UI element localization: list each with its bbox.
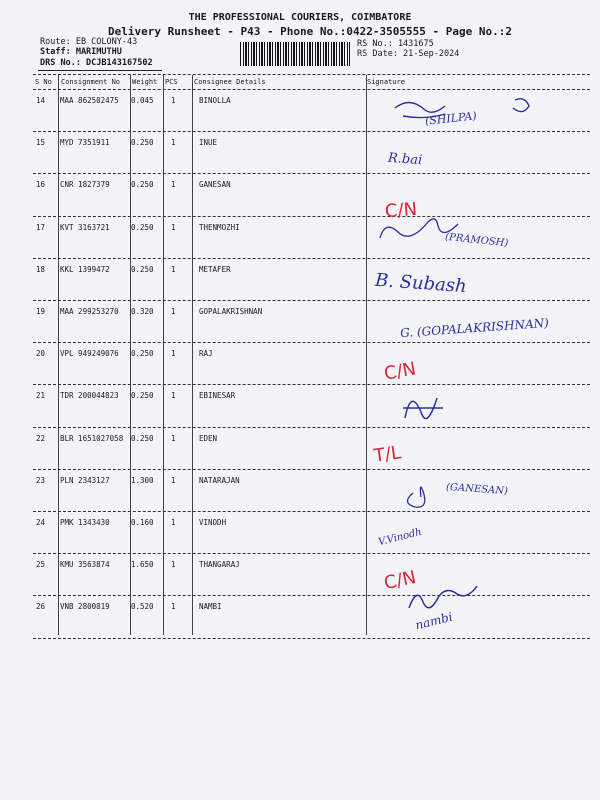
row-consignment-no: PLN 2343127 <box>60 475 110 485</box>
row-pcs: 1 <box>171 349 176 359</box>
row-consignment-no: BLR 1651027058 <box>60 433 124 443</box>
row-consignee: GANESAN <box>199 180 231 190</box>
row-consignment-no: VPL 949249076 <box>60 349 119 359</box>
col-consignee: Consignee Details <box>194 78 266 86</box>
row-weight: 0.045 <box>131 96 154 105</box>
row-consignment-no: VNB 2800819 <box>60 602 110 612</box>
handwritten-signature: C/N <box>382 358 418 385</box>
handwritten-signature: R.bai <box>387 151 423 169</box>
row-consignee: GOPALAKRISHNAN <box>199 307 263 316</box>
row-consignment-no: KKL 1399472 <box>60 264 110 274</box>
row-consignee: RAJ <box>199 349 213 359</box>
row-sno: 14 <box>36 96 46 105</box>
row-consignment-no: TDR 200044823 <box>60 391 119 401</box>
route-label: Route: EB COLONY-43 <box>40 37 138 47</box>
row-consignment-no: KVT 3163721 <box>60 222 110 232</box>
row-weight: 0.250 <box>131 349 154 359</box>
row-sno: 21 <box>36 391 46 401</box>
row-weight: 0.320 <box>131 307 154 316</box>
row-sno: 18 <box>36 264 46 274</box>
row-consignee: NAMBI <box>199 602 222 612</box>
row-pcs: 1 <box>171 475 176 485</box>
row-pcs: 1 <box>171 222 176 232</box>
row-sno: 16 <box>36 180 46 190</box>
row-sno: 26 <box>36 602 46 612</box>
row-pcs: 1 <box>171 391 176 401</box>
col-sno: S No <box>35 78 52 86</box>
row-weight: 0.250 <box>131 391 154 401</box>
row-consignee: EBINESAR <box>199 391 236 401</box>
row-consignee: EDEN <box>199 433 218 443</box>
row-pcs: 1 <box>171 560 176 570</box>
row-sno: 15 <box>36 138 46 148</box>
drs-underline <box>38 70 162 71</box>
row-pcs: 1 <box>171 518 176 527</box>
handwritten-signature: B. Subash <box>374 269 468 297</box>
handwritten-signature: T/L <box>372 441 403 467</box>
col-signature: Signature <box>367 78 405 86</box>
rs-date: RS Date: 21-Sep-2024 <box>357 49 460 59</box>
row-pcs: 1 <box>171 433 176 443</box>
row-consignment-no: MAA 862502475 <box>60 96 119 105</box>
row-consignment-no: KMU 3563874 <box>60 560 110 570</box>
row-sno: 24 <box>36 518 46 527</box>
col-consignment: Consignment No <box>61 78 121 86</box>
row-consignee: INUE <box>199 138 218 148</box>
row-weight: 0.160 <box>131 518 154 527</box>
row-sno: 19 <box>36 307 46 316</box>
row-sno: 20 <box>36 349 46 359</box>
handwritten-signature: V.Vinodh <box>377 526 423 549</box>
row-consignee: NATARAJAN <box>199 475 240 485</box>
row-pcs: 1 <box>171 307 176 316</box>
drs-number: DRS No.: DCJB143167502 <box>40 58 153 68</box>
row-consignee: THENMOZHI <box>199 222 240 232</box>
handwritten-signature: C/N <box>382 567 418 595</box>
handwritten-signature-strokes <box>372 88 555 638</box>
row-pcs: 1 <box>171 264 176 274</box>
handwritten-signature: (GANESAN) <box>445 481 509 497</box>
col-pcs: PCS <box>165 78 178 86</box>
row-consignment-no: MAA 299253270 <box>60 307 119 316</box>
row-consignment-no: PMK 1343430 <box>60 518 110 527</box>
company-name: THE PROFESSIONAL COURIERS, COIMBATORE <box>188 12 412 23</box>
barcode <box>240 42 350 66</box>
table-header <box>33 75 590 89</box>
col-weight: Weight <box>132 78 158 86</box>
row-pcs: 1 <box>171 96 176 105</box>
rs-number: RS No.: 1431675 <box>357 39 434 49</box>
handwritten-signature: (SHILPA) <box>424 109 478 128</box>
handwritten-signature: (PRAMOSH) <box>444 231 509 249</box>
row-consignee: METAFER <box>199 264 231 274</box>
row-weight: 0.250 <box>131 180 154 190</box>
handwritten-signature: C/N <box>384 199 418 223</box>
row-sno: 23 <box>36 475 46 485</box>
row-weight: 0.250 <box>131 264 154 274</box>
row-sno: 22 <box>36 433 46 443</box>
row-weight: 0.520 <box>131 602 154 612</box>
runsheet-title: Delivery Runsheet - P43 - Phone No.:0422-3505555 - Page No.:2 <box>108 25 512 38</box>
row-sno: 25 <box>36 560 46 570</box>
row-consignee: BINOLLA <box>199 96 231 105</box>
row-weight: 1.650 <box>131 560 154 570</box>
row-consignee: THANGARAJ <box>199 560 240 570</box>
row-pcs: 1 <box>171 138 176 148</box>
row-weight: 0.250 <box>131 222 154 232</box>
row-pcs: 1 <box>171 180 176 190</box>
handwritten-signature: nambi <box>413 610 454 633</box>
row-weight: 1.300 <box>131 475 154 485</box>
row-weight: 0.250 <box>131 433 154 443</box>
row-consignee: VINODH <box>199 518 227 527</box>
row-consignment-no: MYD 7351911 <box>60 138 110 148</box>
handwritten-signature: G. (GOPALAKRISHNAN) <box>399 315 550 341</box>
row-weight: 0.250 <box>131 138 154 148</box>
row-sno: 17 <box>36 222 46 232</box>
row-consignment-no: CNR 1827379 <box>60 180 110 190</box>
staff-label: Staff: MARIMUTHU <box>40 47 122 57</box>
row-pcs: 1 <box>171 602 176 612</box>
